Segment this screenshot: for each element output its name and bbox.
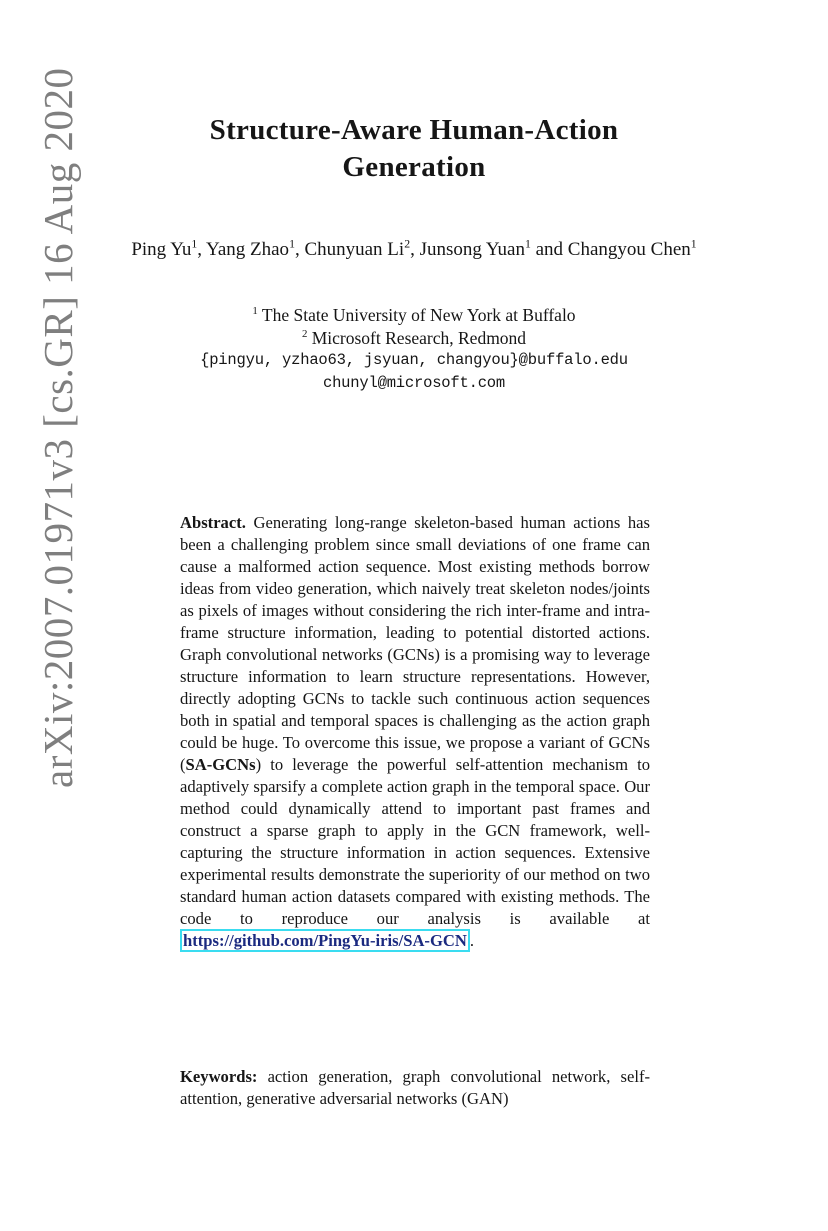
paper-title-line2: Generation: [342, 151, 486, 183]
paper-title: [100, 112, 728, 186]
authors-line: Ping Yu$^1$, Yang Zhao$^1$, Chunyuan Li$^2$, Junsong Yuan$^1$ and Changyou Chen$^1$: [131, 237, 697, 260]
affiliation-line: $^2$ Microsoft Research, Redmond: [301, 327, 527, 348]
affiliations-block: [70, 304, 758, 394]
affiliation-lines: [70, 304, 758, 349]
github-link[interactable]: https://github.com/PingYu-iris/SA-GCN: [180, 929, 470, 952]
email-line: {pingyu, yzhao63, jsyuan, changyou}@buffalo.edu: [200, 351, 628, 369]
bold-inline-sa-gcns: SA-GCNs: [185, 755, 256, 774]
keywords-text: action generation, graph convolutional network, self-attention, generative adversarial networks (GAN): [180, 1067, 650, 1108]
keywords-label: Keywords:: [180, 1067, 258, 1086]
arxiv-watermark: arXiv:2007.01971v3 [cs.GR] 16 Aug 2020: [35, 67, 81, 788]
email-lines: [70, 349, 758, 394]
abstract-label: Abstract.: [180, 513, 246, 532]
affiliation-line: $^1$ The State University of New York at Buffalo: [252, 305, 576, 325]
email-line: chunyl@microsoft.com: [322, 373, 506, 392]
abstract-text: Generating long-range skeleton-based human actions has been a challenging problem since small deviations of one frame can cause a malformed action sequence. Most existing methods borrow ideas from video generation, which naively treat skeleton nodes/joints as pixels of images without considering the rich inter-frame and intra-frame structure information, leading to potential distorted actions. Graph convolutional networks (GCNs) is a promising way to leverage structure information to learn structure representations. However, directly adopting GCNs to tackle such continuous action sequences both in spatial and temporal spaces is challenging as the action graph could be huge. To overcome this issue, we propose a variant of GCNs (SA-GCNs) to leverage the powerful self-attention mechanism to adaptively sparsify a complete action graph in the temporal space. Our method could dynamically attend to important past frames and construct a sparse graph to apply in the GCN framework, well-capturing the structure information in action sequences. Extensive experimental results demonstrate the superiority of our method on two standard human action datasets compared with existing methods. The code to reproduce our analysis is available at https://github.com/PingYu-iris/SA-GCN .: [180, 513, 650, 950]
paper-title-line1: Structure-Aware Human-Action: [209, 114, 619, 146]
keywords-section: [180, 1066, 650, 1110]
abstract-section: [180, 512, 650, 952]
